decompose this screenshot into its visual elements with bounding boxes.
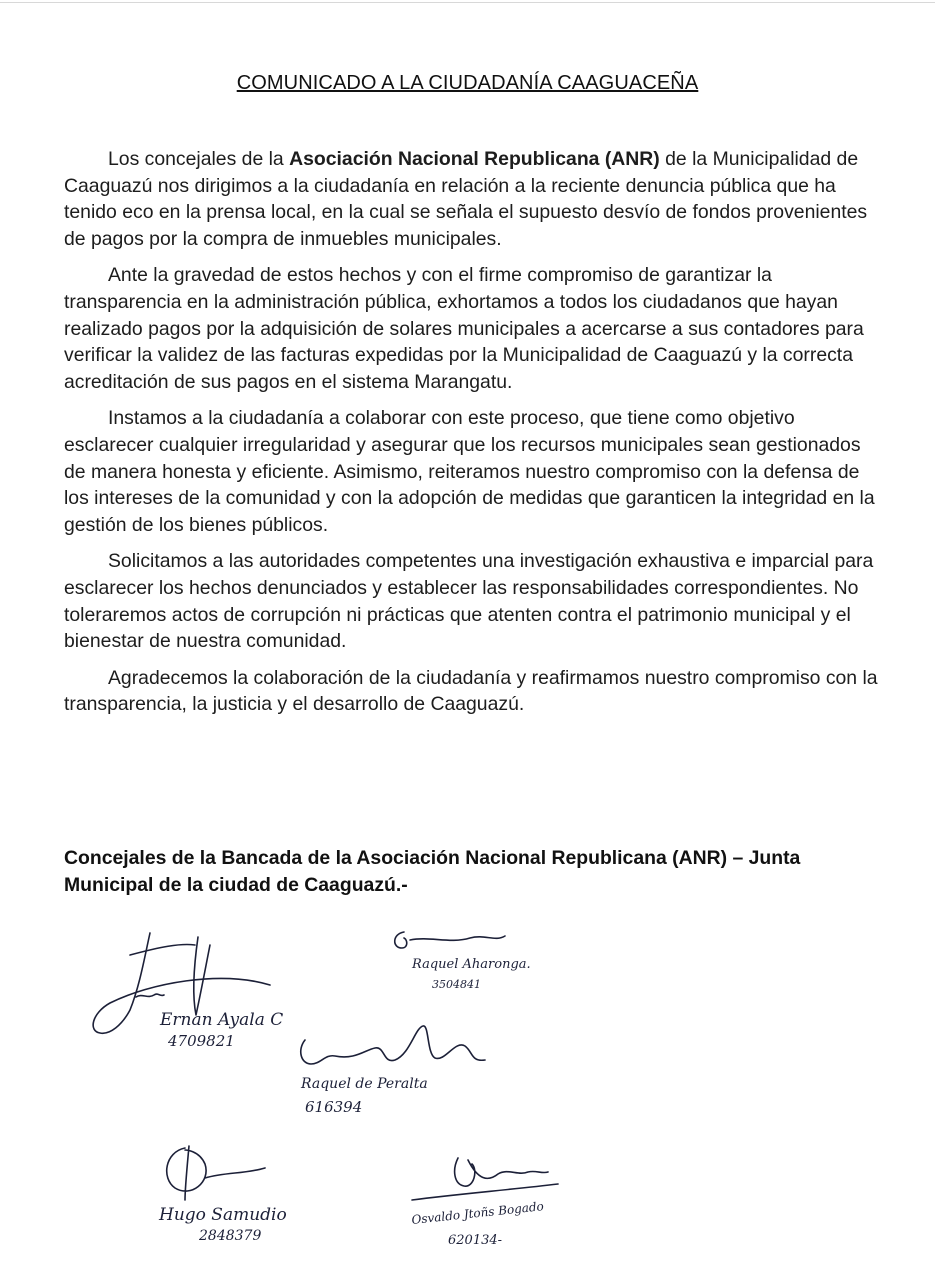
signature-3	[295, 1020, 505, 1125]
signature-4-name: Hugo Samudio	[159, 1205, 287, 1225]
signature-5	[408, 1150, 598, 1255]
signature-5-scribble	[408, 1150, 598, 1250]
signature-3-number: 616394	[305, 1098, 363, 1116]
paragraph-1	[64, 146, 884, 252]
paragraph-4: Solicitamos a las autoridades competentes una investigación exhaustiva e imparcial para esclarecer los hechos denunciados y establecer las responsabilidades correspondientes. No toleraremos actos de corrupción ni prácticas que atenten contra el patrimonio municipal y el bienestar de nuestra comunidad.	[64, 550, 874, 653]
signature-1-scribble	[70, 925, 300, 1060]
signature-4	[155, 1138, 335, 1253]
signature-2-number: 3504841	[432, 978, 481, 991]
signature-1-name: Ernan Ayala C	[160, 1010, 284, 1030]
signature-4-scribble	[155, 1138, 335, 1248]
signature-3-scribble	[295, 1020, 505, 1120]
paragraph-1-start: Los concejales de la	[108, 148, 290, 170]
paragraph-1-end: de la Municipalidad de Caaguazú nos dirigimos a la ciudadanía en relación a la reciente denuncia pública que ha tenido eco en la prensa local, en la cual se señala el supuesto desvío de fondos provenientes de pagos por la compra de inmuebles municipales.	[64, 148, 868, 250]
signature-4-number: 2848379	[199, 1228, 262, 1244]
signature-2-name: Raquel Aharonga.	[412, 957, 531, 972]
top-divider	[0, 2, 935, 3]
closing-signature-line: Concejales de la Bancada de la Asociación Nacional Republicana (ANR) – Junta Municipal de la ciudad de Caaguazú.-	[64, 847, 801, 896]
signature-1	[70, 925, 300, 1065]
paragraph-3: Instamos a la ciudadanía a colaborar con este proceso, que tiene como objetivo esclarecer cualquier irregularidad y asegurar que los recursos municipales sean gestionados de manera honesta y eficiente. Asimismo, reiteramos nuestro compromiso con la defensa de los intereses de la comunidad y con la adopción de medidas que garanticen la integridad en la gestión de los bienes públicos.	[64, 407, 875, 536]
document-title: COMUNICADO A LA CIUDADANÍA CAAGUACEÑA	[236, 72, 699, 94]
anr-bold-name: Asociación Nacional Republicana (ANR)	[289, 148, 660, 170]
paragraph-5: Agradecemos la colaboración de la ciudadanía y reafirmamos nuestro compromiso con la transparencia, la justicia y el desarrollo de Caaguazú.	[64, 666, 878, 716]
signature-2	[390, 922, 540, 1002]
paragraph-2: Ante la gravedad de estos hechos y con el firme compromiso de garantizar la transparencia en la administración pública, exhortamos a todos los ciudadanos que hayan realizado pagos por la adquisición de solares municipales a acercarse a sus contadores para verificar la validez de las facturas expedidas por la Municipalidad de Caaguazú y la correcta acreditación de sus pagos en el sistema Marangatu.	[64, 264, 864, 393]
signature-3-name: Raquel de Peralta	[301, 1076, 428, 1092]
signature-5-number: 620134-	[448, 1233, 503, 1248]
signature-2-scribble	[390, 922, 540, 997]
signature-1-number: 4709821	[168, 1032, 235, 1050]
signature-5-name: Osvaldo Jtoñs Bogado	[410, 1199, 545, 1227]
document-body	[64, 146, 884, 728]
